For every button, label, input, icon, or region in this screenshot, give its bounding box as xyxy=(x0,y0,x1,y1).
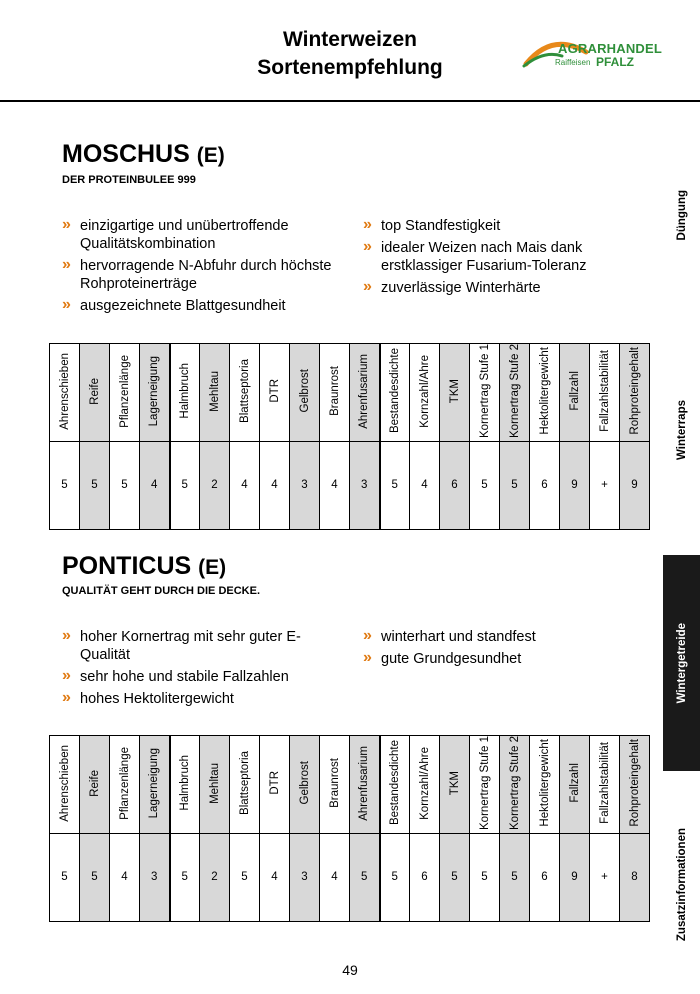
column-header xyxy=(200,736,230,834)
chevron-right-icon: » xyxy=(363,278,372,295)
column-header xyxy=(260,736,290,834)
list-item: » top Standfestigkeit xyxy=(363,216,501,234)
column-header xyxy=(200,344,230,442)
rating-cell: 6 xyxy=(440,441,470,529)
rating-cell: 5 xyxy=(380,833,410,921)
header-title-line1: Winterweizen xyxy=(283,28,417,51)
ratings-table-moschus xyxy=(49,343,650,530)
column-header-label: Lagerneigung xyxy=(148,355,161,427)
rating-cell: 5 xyxy=(50,441,80,529)
rating-cell: 6 xyxy=(530,833,560,921)
rating-cell: + xyxy=(590,441,620,529)
column-header-label: Kornertrag Stufe 1 xyxy=(478,344,491,438)
chevron-right-icon: » xyxy=(62,216,71,233)
chevron-right-icon: » xyxy=(363,238,372,255)
rating-cell: 5 xyxy=(500,441,530,529)
column-header xyxy=(80,736,110,834)
list-item: » idealer Weizen nach Mais dank erstklassiger Fusarium-Toleranz xyxy=(363,238,587,274)
rating-cell: 5 xyxy=(170,833,200,921)
column-header xyxy=(350,344,380,442)
feature-list-right-ponticus xyxy=(363,628,623,672)
rating-cell: 3 xyxy=(290,441,320,529)
column-header xyxy=(560,736,590,834)
column-header-label: Fallzahlstabilität xyxy=(598,742,611,824)
column-header-label: TKM xyxy=(448,770,461,796)
column-header xyxy=(470,736,500,834)
column-header xyxy=(590,736,620,834)
logo-sub-text-2: PFALZ xyxy=(596,55,634,69)
column-header xyxy=(410,344,440,442)
column-header xyxy=(590,344,620,442)
column-header xyxy=(470,344,500,442)
column-header xyxy=(50,736,80,834)
rating-cell: 2 xyxy=(200,833,230,921)
column-header-label: Blattseptoria xyxy=(238,359,251,423)
table-row xyxy=(50,441,650,529)
column-header-label: Pflanzenlänge xyxy=(118,746,131,820)
column-header-label: Kornertrag Stufe 1 xyxy=(478,736,491,830)
column-header-label: Mehltau xyxy=(208,370,221,412)
variety-title-moschus xyxy=(62,140,225,169)
column-header-label: Kornertrag Stufe 2 xyxy=(508,736,521,830)
ratings-table-ponticus xyxy=(49,735,650,922)
column-header-label: Kornzahl/Ähre xyxy=(418,746,431,820)
column-header-label: Ährenschieben xyxy=(58,744,71,822)
rating-cell: 4 xyxy=(140,441,170,529)
column-header-label: Rohproteingehalt xyxy=(628,739,641,827)
column-header xyxy=(230,736,260,834)
column-header-label: DTR xyxy=(268,379,281,403)
chevron-right-icon: » xyxy=(62,667,71,684)
rating-cell: 5 xyxy=(230,833,260,921)
column-header-label: Mehltau xyxy=(208,762,221,804)
rating-cell: 3 xyxy=(290,833,320,921)
list-item: » hervorragende N-Abfuhr durch höchste Rohproteinerträge xyxy=(62,256,332,292)
variety-title-ponticus xyxy=(62,552,226,581)
column-header-label: Lagerneigung xyxy=(148,747,161,819)
logo-sub-text-1: Raiffeisen xyxy=(555,58,591,67)
side-tab-label: Zusatzinformationen xyxy=(675,828,688,942)
side-tab-label: Wintergetreide xyxy=(675,622,688,704)
chevron-right-icon: » xyxy=(363,627,372,644)
column-header xyxy=(380,344,410,442)
side-tab-label: Winterraps xyxy=(675,400,688,460)
column-header-label: Pflanzenlänge xyxy=(118,354,131,428)
header-divider xyxy=(0,100,700,102)
side-tab-winterraps[interactable] xyxy=(663,360,700,500)
rating-cell: 6 xyxy=(530,441,560,529)
rating-cell: 5 xyxy=(350,833,380,921)
agrarhandel-logo xyxy=(522,36,684,76)
table-row xyxy=(50,833,650,921)
variety-slogan-moschus: DER PROTEINBULEE 999 xyxy=(62,174,196,186)
chevron-right-icon: » xyxy=(363,649,372,666)
rating-cell: 4 xyxy=(410,441,440,529)
column-header-label: Kornertrag Stufe 2 xyxy=(508,344,521,438)
list-item: » hohes Hektolitergewicht xyxy=(62,689,234,707)
rating-cell: 3 xyxy=(140,833,170,921)
list-item: » gute Grundgesundhet xyxy=(363,649,522,667)
column-header-label: Rohproteingehalt xyxy=(628,347,641,435)
column-header xyxy=(530,344,560,442)
feature-list-left-ponticus xyxy=(62,628,327,712)
column-header xyxy=(410,736,440,834)
column-header xyxy=(260,344,290,442)
column-header xyxy=(320,344,350,442)
rating-cell: 4 xyxy=(260,833,290,921)
column-header-label: Halmbruch xyxy=(178,755,191,811)
table-header-row xyxy=(50,736,650,834)
column-header xyxy=(500,736,530,834)
chevron-right-icon: » xyxy=(62,627,71,644)
rating-cell: 6 xyxy=(410,833,440,921)
column-header xyxy=(110,736,140,834)
column-header xyxy=(290,736,320,834)
rating-cell: 5 xyxy=(80,833,110,921)
column-header-label: Hektolitergewicht xyxy=(538,739,551,827)
logo-main-text: AGRARHANDEL xyxy=(558,41,663,56)
list-item: » zuverlässige Winterhärte xyxy=(363,278,541,296)
column-header-label: Halmbruch xyxy=(178,363,191,419)
table-header-row xyxy=(50,344,650,442)
column-header-label: Braunrost xyxy=(328,758,341,808)
variety-class: (E) xyxy=(198,556,227,579)
column-header-label: Fallzahl xyxy=(568,763,581,803)
rating-cell: 3 xyxy=(350,441,380,529)
side-tab-wintergetreide[interactable] xyxy=(663,555,700,771)
rating-cell: 9 xyxy=(560,833,590,921)
column-header xyxy=(140,736,170,834)
rating-cell: 9 xyxy=(560,441,590,529)
column-header xyxy=(380,736,410,834)
side-tab-zusatzinformationen[interactable] xyxy=(663,810,700,960)
variety-name: MOSCHUS xyxy=(62,140,190,168)
column-header xyxy=(170,344,200,442)
column-header-label: Fallzahlstabilität xyxy=(598,350,611,432)
column-header xyxy=(560,344,590,442)
column-header xyxy=(620,736,650,834)
chevron-right-icon: » xyxy=(62,296,71,313)
column-header-label: Fallzahl xyxy=(568,371,581,411)
column-header-label: Ährenschieben xyxy=(58,352,71,430)
variety-slogan-ponticus: QUALITÄT GEHT DURCH DIE DECKE. xyxy=(62,585,260,597)
list-item: » winterhart und standfest xyxy=(363,627,536,645)
rating-cell: 4 xyxy=(260,441,290,529)
column-header xyxy=(530,736,560,834)
rating-cell: 5 xyxy=(170,441,200,529)
column-header-label: Reife xyxy=(88,769,101,797)
list-item: » einzigartige und unübertroffende Qualitätskombination xyxy=(62,216,289,252)
rating-cell: 2 xyxy=(200,441,230,529)
header-title-line2: Sortenempfehlung xyxy=(257,56,443,79)
column-header-label: DTR xyxy=(268,771,281,795)
rating-cell: 4 xyxy=(320,833,350,921)
column-header-label: Hektolitergewicht xyxy=(538,347,551,435)
rating-cell: 5 xyxy=(110,441,140,529)
rating-cell: 5 xyxy=(470,441,500,529)
column-header xyxy=(230,344,260,442)
column-header xyxy=(350,736,380,834)
column-header-label: Kornzahl/Ähre xyxy=(418,354,431,428)
feature-list-left-moschus xyxy=(62,217,352,319)
column-header xyxy=(170,736,200,834)
rating-cell: 5 xyxy=(50,833,80,921)
rating-cell: 4 xyxy=(230,441,260,529)
rating-cell: 5 xyxy=(470,833,500,921)
list-item: » hoher Kornertrag mit sehr guter E-Qualität xyxy=(62,627,301,663)
column-header-label: Reife xyxy=(88,377,101,405)
column-header-label: Blattseptoria xyxy=(238,751,251,815)
chevron-right-icon: » xyxy=(62,689,71,706)
column-header xyxy=(50,344,80,442)
rating-cell: 5 xyxy=(440,833,470,921)
rating-cell: + xyxy=(590,833,620,921)
rating-cell: 8 xyxy=(620,833,650,921)
column-header xyxy=(320,736,350,834)
rating-cell: 9 xyxy=(620,441,650,529)
feature-list-right-moschus xyxy=(363,217,623,301)
rating-cell: 5 xyxy=(380,441,410,529)
column-header-label: Braunrost xyxy=(328,366,341,416)
column-header xyxy=(110,344,140,442)
page-number: 49 xyxy=(342,962,358,978)
side-tab-duengung[interactable] xyxy=(663,160,700,270)
list-item: » ausgezeichnete Blattgesundheit xyxy=(62,296,286,314)
column-header-label: TKM xyxy=(448,378,461,404)
column-header-label: Gelbrost xyxy=(298,761,311,805)
column-header-label: Ährenfusarium xyxy=(358,353,371,429)
rating-cell: 5 xyxy=(80,441,110,529)
column-header xyxy=(140,344,170,442)
column-header-label: Gelbrost xyxy=(298,369,311,413)
variety-name: PONTICUS xyxy=(62,552,192,580)
column-header-label: Ährenfusarium xyxy=(358,745,371,821)
column-header xyxy=(290,344,320,442)
rating-cell: 5 xyxy=(500,833,530,921)
chevron-right-icon: » xyxy=(363,216,372,233)
column-header xyxy=(440,344,470,442)
list-item: » sehr hohe und stabile Fallzahlen xyxy=(62,667,289,685)
side-tab-label: Düngung xyxy=(675,189,688,241)
column-header xyxy=(620,344,650,442)
column-header-label: Bestandesdichte xyxy=(388,740,401,826)
rating-cell: 4 xyxy=(110,833,140,921)
rating-cell: 4 xyxy=(320,441,350,529)
column-header xyxy=(500,344,530,442)
variety-class: (E) xyxy=(196,144,225,167)
column-header xyxy=(80,344,110,442)
chevron-right-icon: » xyxy=(62,256,71,273)
column-header xyxy=(440,736,470,834)
column-header-label: Bestandesdichte xyxy=(388,348,401,434)
